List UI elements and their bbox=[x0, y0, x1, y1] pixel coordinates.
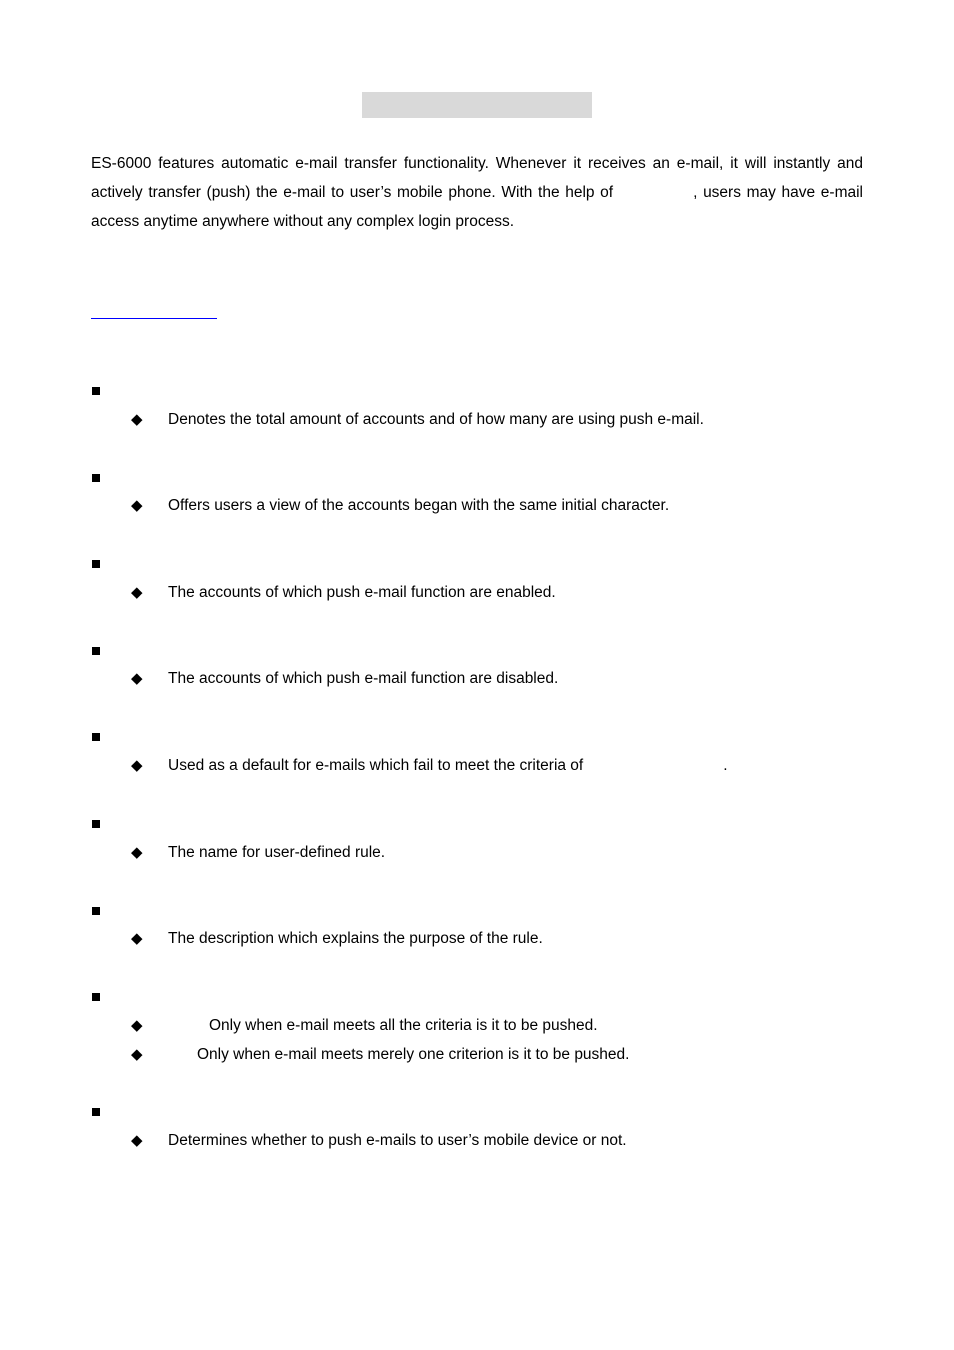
square-bullet bbox=[92, 1108, 100, 1116]
diamond-bullet-icon: ◆ bbox=[131, 757, 143, 774]
square-bullet bbox=[92, 387, 100, 395]
square-bullet bbox=[92, 560, 100, 568]
item-description: Determines whether to push e-mails to user’s mobile device or not. bbox=[168, 1132, 627, 1149]
item-sub-description: Only when e-mail meets all the criteria is it to be pushed. bbox=[209, 1017, 598, 1034]
square-bullet bbox=[92, 907, 100, 915]
diamond-bullet-icon: ◆ bbox=[131, 1017, 143, 1034]
square-bullet bbox=[92, 474, 100, 482]
item-description: The name for user-defined rule. bbox=[168, 844, 386, 861]
item-sub-description: Only when e-mail meets merely one criterion is it to be pushed. bbox=[197, 1046, 630, 1063]
diamond-bullet-icon: ◆ bbox=[131, 670, 143, 687]
diamond-bullet-icon: ◆ bbox=[131, 584, 143, 601]
item-description-after: . bbox=[723, 757, 728, 774]
item-description: The accounts of which push e-mail function are disabled. bbox=[168, 670, 559, 687]
square-bullet bbox=[92, 820, 100, 828]
item-description: The accounts of which push e-mail function are enabled. bbox=[168, 584, 556, 601]
item-description: Offers users a view of the accounts began with the same initial character. bbox=[168, 497, 670, 514]
intro-paragraph bbox=[91, 149, 863, 236]
diamond-bullet-icon: ◆ bbox=[131, 1046, 143, 1063]
diamond-bullet-icon: ◆ bbox=[131, 411, 143, 428]
intro-text-part1: ES-6000 features automatic e-mail transfer functionality. Whenever it receives an e-mail, it will instantly and actively transfer (push) the e-mail to user’s mobile phone. With the help of bbox=[91, 155, 863, 201]
square-bullet bbox=[92, 647, 100, 655]
square-bullet bbox=[92, 993, 100, 1001]
section-heading-box bbox=[362, 92, 592, 118]
diamond-bullet-icon: ◆ bbox=[131, 844, 143, 861]
intro-text-part2: , users may have e-mail access anytime anywhere without any complex login process. bbox=[91, 184, 864, 230]
diamond-bullet-icon: ◆ bbox=[131, 1132, 143, 1149]
section-link-underline[interactable] bbox=[91, 318, 217, 319]
item-description: The description which explains the purpose of the rule. bbox=[168, 930, 543, 947]
diamond-bullet-icon: ◆ bbox=[131, 930, 143, 947]
item-description: Denotes the total amount of accounts and of how many are using push e-mail. bbox=[168, 411, 704, 428]
item-description-before: Used as a default for e-mails which fail to meet the criteria of bbox=[168, 757, 584, 774]
square-bullet bbox=[92, 733, 100, 741]
diamond-bullet-icon: ◆ bbox=[131, 497, 143, 514]
item-description bbox=[168, 757, 728, 775]
